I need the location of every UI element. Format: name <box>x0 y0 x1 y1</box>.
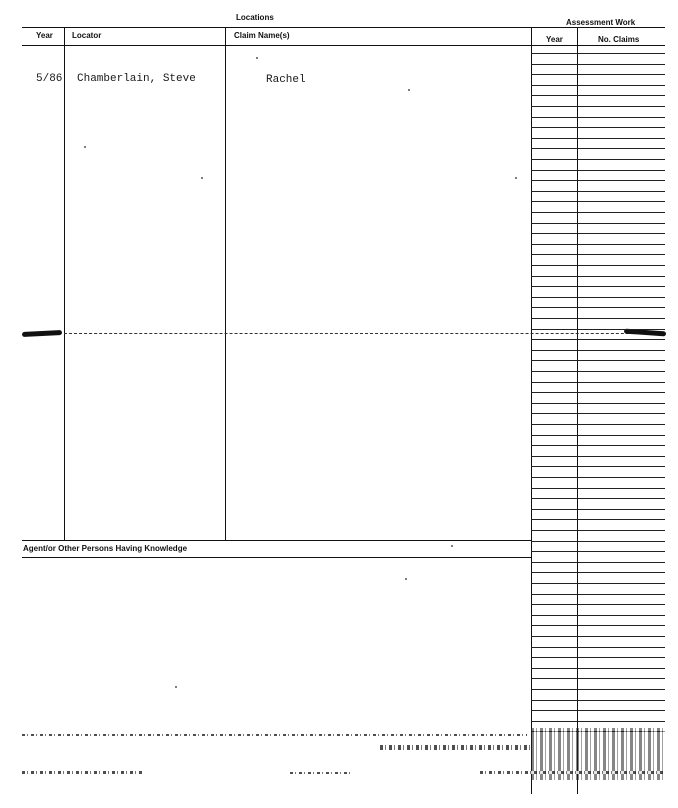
assessment-no-claims-column-header: No. Claims <box>598 35 640 44</box>
assessment-work-row-rule <box>531 180 665 181</box>
scan-noise-footer-2 <box>290 772 350 774</box>
assessment-work-row-rule <box>531 244 665 245</box>
entry-locator: Chamberlain, Steve <box>77 73 196 85</box>
scan-speck <box>408 89 410 91</box>
assessment-work-row-rule <box>531 689 665 690</box>
assessment-work-row-rule <box>531 657 665 658</box>
crease-mark-left <box>22 330 62 337</box>
entry-claim-name: Rachel <box>266 74 306 86</box>
assessment-work-row-rule <box>531 265 665 266</box>
assessment-work-row-rule <box>531 530 665 531</box>
assessment-work-row-rule <box>531 435 665 436</box>
assessment-work-row-rule <box>531 392 665 393</box>
claim-names-column-header: Claim Name(s) <box>234 31 290 40</box>
header-top-rule <box>22 27 665 28</box>
assessment-work-row-rule <box>531 572 665 573</box>
assessment-work-row-rule <box>531 445 665 446</box>
scan-speck <box>201 177 203 179</box>
assessment-work-row-rule <box>531 625 665 626</box>
scan-speck <box>84 146 86 148</box>
assessment-work-row-rule <box>531 53 665 54</box>
assessment-work-row-rule <box>531 488 665 489</box>
assessment-work-row-rule <box>531 371 665 372</box>
assessment-work-row-rule <box>531 191 665 192</box>
assessment-work-row-rule <box>531 106 665 107</box>
assessment-work-row-rule <box>531 541 665 542</box>
assessment-work-row-rule <box>531 647 665 648</box>
assessment-work-row-rule <box>531 583 665 584</box>
header-bottom-rule <box>22 45 665 46</box>
assessment-work-row-rule <box>531 339 665 340</box>
assessment-work-row-rule <box>531 382 665 383</box>
assessment-work-row-rule <box>531 212 665 213</box>
agent-section-label: Agent/or Other Persons Having Knowledge <box>23 544 188 553</box>
assessment-work-row-rule <box>531 318 665 319</box>
assessment-work-row-rule <box>531 509 665 510</box>
assessment-work-row-rule <box>531 85 665 86</box>
assessment-work-row-rule <box>531 403 665 404</box>
assessment-work-row-rule <box>531 233 665 234</box>
year-column-header: Year <box>36 31 53 40</box>
assessment-work-row-rule <box>531 74 665 75</box>
assessment-work-row-rule <box>531 360 665 361</box>
assessment-work-row-rule <box>531 64 665 65</box>
assessment-work-row-rule <box>531 668 665 669</box>
scan-speck <box>515 177 517 179</box>
scan-speck <box>175 686 177 688</box>
assessment-work-row-rule <box>531 138 665 139</box>
assessment-work-row-rule <box>531 170 665 171</box>
agent-section-top-rule <box>22 540 532 541</box>
assessment-work-row-rule <box>531 276 665 277</box>
assessment-work-row-rule <box>531 519 665 520</box>
assessment-work-row-rule <box>531 604 665 605</box>
assessment-work-row-rule <box>531 466 665 467</box>
assessment-work-row-rule <box>531 286 665 287</box>
assessment-work-row-rule <box>531 562 665 563</box>
assessment-work-row-rule <box>531 413 665 414</box>
assessment-work-row-rule <box>531 350 665 351</box>
entry-year: 5/86 <box>36 73 63 85</box>
assessment-year-column-header: Year <box>546 35 563 44</box>
agent-section-bottom-rule <box>22 557 532 558</box>
assessment-work-row-rule <box>531 223 665 224</box>
assessment-work-row-rule <box>531 254 665 255</box>
scan-noise-footer-3 <box>480 771 665 774</box>
scan-noise-bottom-mid <box>380 745 530 750</box>
assessment-work-row-rule <box>531 456 665 457</box>
assessment-work-header: Assessment Work <box>566 18 636 27</box>
assessment-work-row-rule <box>531 95 665 96</box>
scan-noise-footer <box>22 771 142 774</box>
assessment-work-row-rule <box>531 127 665 128</box>
assessment-work-row-rule <box>531 297 665 298</box>
assessment-work-row-rule <box>531 636 665 637</box>
assessment-work-row-rule <box>531 678 665 679</box>
locator-column-header: Locator <box>72 31 102 40</box>
assessment-work-row-rule <box>531 117 665 118</box>
scan-speck <box>451 545 453 547</box>
scan-speck <box>405 578 407 580</box>
assessment-work-row-rule <box>531 148 665 149</box>
assessment-work-row-rule <box>531 424 665 425</box>
assessment-work-row-rule <box>531 615 665 616</box>
assessment-work-row-rule <box>531 700 665 701</box>
assessment-work-row-rule <box>531 551 665 552</box>
scan-speck <box>256 57 258 59</box>
assessment-work-row-rule <box>531 201 665 202</box>
crease-line <box>64 333 664 334</box>
assessment-work-row-rule <box>531 477 665 478</box>
divider-year-locator <box>64 27 65 540</box>
assessment-work-row-rule <box>531 594 665 595</box>
scan-noise-bottom-left <box>22 734 527 736</box>
locations-header: Locations <box>236 13 274 22</box>
assessment-work-row-rule <box>531 710 665 711</box>
divider-locator-claim <box>225 27 226 540</box>
assessment-work-row-rule <box>531 498 665 499</box>
assessment-work-row-rule <box>531 329 665 330</box>
assessment-work-row-rule <box>531 307 665 308</box>
assessment-work-row-rule <box>531 721 665 722</box>
assessment-work-row-rule <box>531 159 665 160</box>
